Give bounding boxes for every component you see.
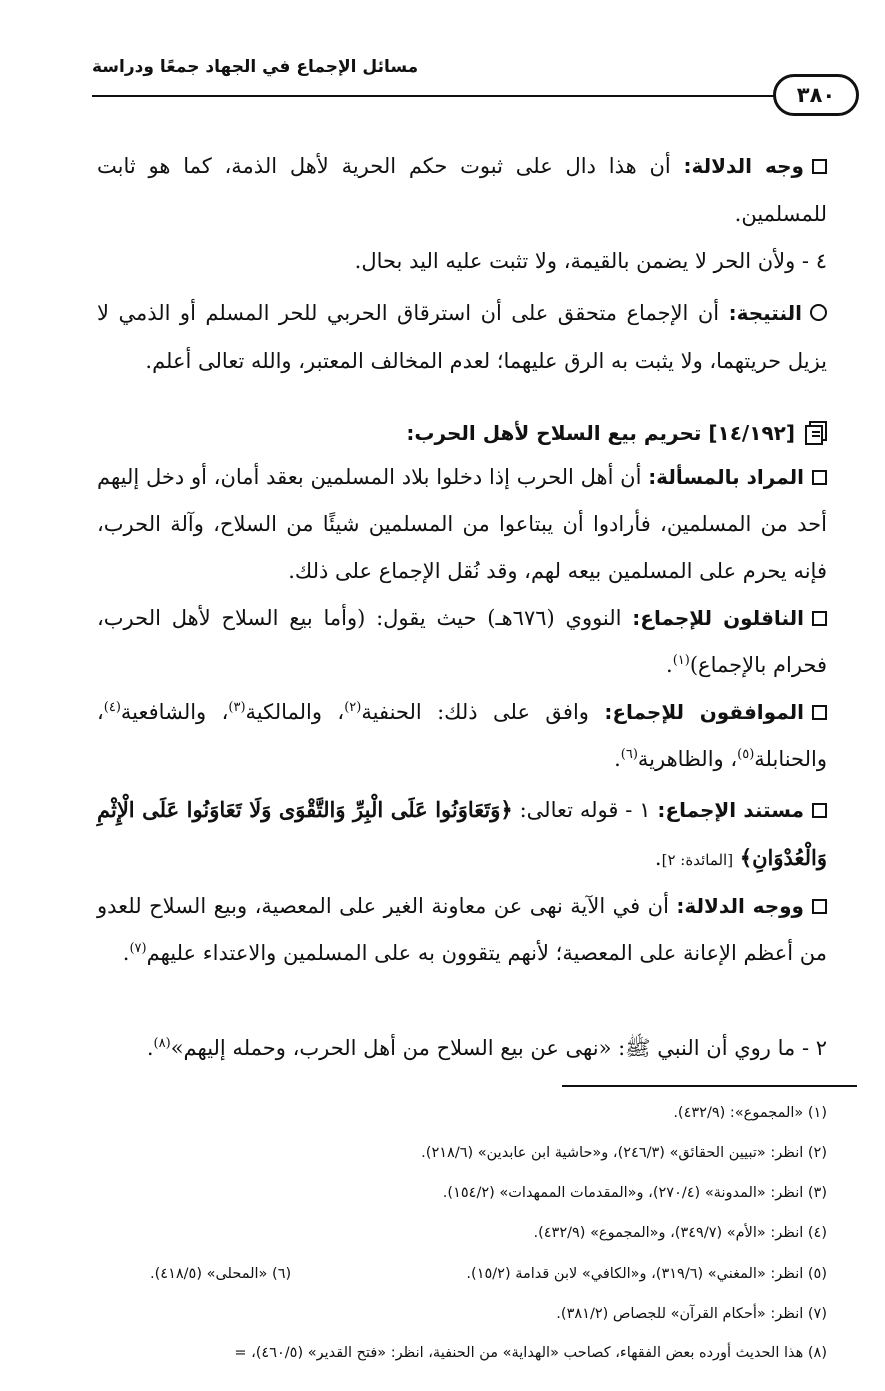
paragraph-text: أن أهل الحرب إذا دخلوا بلاد المسلمين بعقد أمان، أو دخل إليهم أحد من المسلمين، فأرادوا أن يبتاعوا من المسلمين شيئًا من السلاح، وآلة الحرب، فإنه يحرم على المسلمين بيعه لهم، وقد نُقل الإجماع على ذلك. [97, 465, 827, 583]
paragraph-text: ، والحنابلة [97, 700, 827, 771]
paragraph-lead: وجه الدلالة: [683, 154, 804, 178]
paragraph-text: ، والشافعية [120, 700, 229, 724]
paragraph-lead: الموافقون للإجماع: [604, 700, 804, 724]
paragraph-text: أن في الآية نهى عن معاونة الغير على المعصية، وبيع السلاح للعدو من أعظم الإعانة على المعصية؛ لأنهم يتقوون به على المسلمين والاعتداء عليهم [97, 894, 827, 965]
paragraph-text: وافق على ذلك: الحنفية [361, 700, 589, 724]
paragraph-text: ، والمالكية [245, 700, 345, 724]
footnote-ref[interactable]: (٥) [737, 747, 755, 762]
paragraph-lead: المراد بالمسألة: [648, 465, 804, 489]
circle-bullet-icon [810, 304, 827, 321]
footnote-ref[interactable]: (٨) [153, 1036, 171, 1051]
footnote-2: (٢) انظر: «تبيين الحقائق» (٢٤٦/٣)، و«حاشية ابن عابدين» (٢١٨/٦). [421, 1145, 827, 1161]
page-number: ٣٨٠ [773, 74, 859, 116]
paragraph-end: . [654, 846, 662, 870]
documents-icon [805, 421, 827, 443]
footnote-8: (٨) هذا الحديث أورده بعض الفقهاء، كصاحب «الهداية» من الحنفية، انظر: «فتح القدير» (٤٦٠/٥)، = [234, 1345, 827, 1361]
square-bullet-icon [812, 705, 827, 720]
footnote-5: (٥) انظر: «المغني» (٣١٩/٦)، و«الكافي» لابن قدامة (١٥/٢). [466, 1266, 827, 1282]
paragraph-text: ١ - قوله تعالى: [519, 798, 651, 822]
square-bullet-icon [812, 159, 827, 174]
paragraph-consensus-reporters: الناقلون للإجماع: النووي (٦٧٦هـ) حيث يقول: (وأما بيع السلاح لأهل الحرب، فحرام بالإجماع)$^{(١)}$. [97, 606, 827, 677]
square-bullet-icon [812, 470, 827, 485]
footnote-ref[interactable]: (٦) [620, 747, 638, 762]
paragraph-lead: الناقلون للإجماع: [632, 606, 804, 630]
footnote-ref[interactable]: (١) [672, 653, 690, 668]
footnote-7: (٧) انظر: «أحكام القرآن» للجصاص (٣٨١/٢). [556, 1306, 827, 1322]
paragraph-end: . [614, 747, 621, 771]
paragraph-evidence-aspect-2: ووجه الدلالة: أن في الآية نهى عن معاونة الغير على المعصية، وبيع السلاح للعدو من أعظم الإعانة على المعصية؛ لأنهم يتقوون به على المسلمين والاعتداء عليهم$^{(٧)}$. [97, 894, 827, 965]
paragraph-result [97, 289, 827, 385]
footnote-4: (٤) انظر: «الأم» (٣٤٩/٧)، و«المجموع» (٤٣٢/٩). [533, 1225, 827, 1241]
paragraph-lead: ووجه الدلالة: [676, 894, 804, 918]
paragraph-point-4 [97, 237, 827, 285]
paragraph-lead: النتيجة: [728, 301, 802, 325]
running-title: مسائل الإجماع في الجهاد جمعًا ودراسة [92, 57, 419, 77]
paragraph-point-2: ٢ - ما روي أن النبي ﷺ: «نهى عن بيع السلاح من أهل الحرب، وحمله إليهم»$^{(٨)}$. [146, 1036, 827, 1060]
section-heading [406, 421, 827, 445]
footnote-3: (٣) انظر: «المدونة» (٢٧٠/٤)، و«المقدمات الممهدات» (١٥٤/٢). [442, 1185, 827, 1201]
square-bullet-icon [812, 803, 827, 818]
footnote-rule [562, 1085, 857, 1087]
footnote-1: (١) «المجموع»: (٤٣٢/٩). [673, 1105, 827, 1121]
square-bullet-icon [812, 899, 827, 914]
paragraph-text: أن هذا دال على ثبوت حكم الحرية لأهل الذمة، كما هو ثابت للمسلمين. [97, 154, 827, 226]
footnote-ref[interactable]: (٤) [103, 700, 121, 715]
paragraph-evidence-aspect [97, 142, 827, 238]
paragraph-consensus-agreers [97, 689, 827, 783]
paragraph-text: أن الإجماع متحقق على أن استرقاق الحربي للحر المسلم أو الذمي لا يزيل حريتهما، ولا يثبت به الرق عليهما؛ لعدم المخالف المعتبر، والله تعالى أعلم. [97, 301, 827, 373]
paragraph-text: ، والظاهرية [637, 747, 738, 771]
footnote-ref[interactable]: (٧) [129, 941, 147, 956]
header-rule [92, 95, 777, 97]
paragraph-issue-meaning [97, 454, 827, 595]
paragraph-text: ٢ - ما روي أن النبي ﷺ: «نهى عن بيع السلاح من أهل الحرب، وحمله إليهم» [170, 1036, 827, 1060]
paragraph-text: ٤ - ولأن الحر لا يضمن بالقيمة، ولا تثبت عليه اليد بحال. [354, 249, 827, 273]
section-heading-text: [١٤/١٩٢] تحريم بيع السلاح لأهل الحرب: [406, 421, 795, 445]
footnote-6: (٦) «المحلى» (٤١٨/٥). [150, 1266, 292, 1282]
quran-verse: ﴿وَتَعَاوَنُوا عَلَى الْبِرِّ وَالتَّقْوَى وَلَا تَعَاوَنُوا عَلَى الْإِثْمِ وَالْعُدْوَانِ﴾ [97, 797, 827, 870]
paragraph-consensus-basis [97, 786, 827, 884]
footnote-ref[interactable]: (٢) [344, 700, 362, 715]
paragraph-text: النووي (٦٧٦هـ) حيث يقول: (وأما بيع السلاح لأهل الحرب، فحرام بالإجماع) [97, 606, 827, 677]
square-bullet-icon [812, 611, 827, 626]
verse-citation: [المائدة: ٢] [661, 851, 734, 869]
footnote-ref[interactable]: (٣) [228, 700, 246, 715]
paragraph-lead: مستند الإجماع: [657, 798, 804, 822]
